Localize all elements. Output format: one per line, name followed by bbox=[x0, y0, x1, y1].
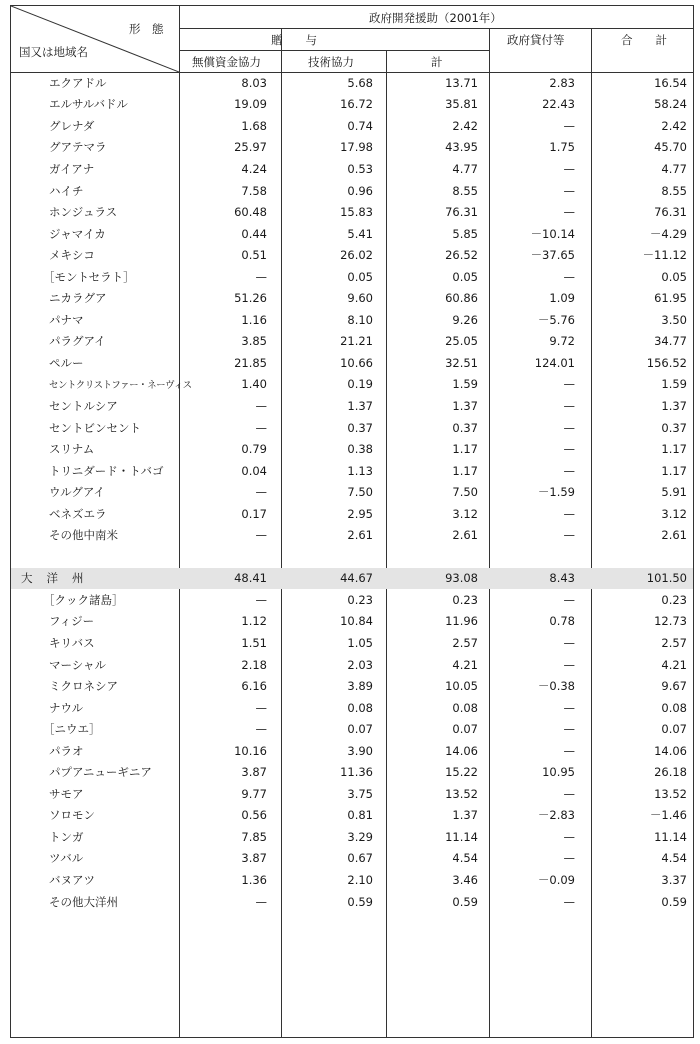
grant-aid-value: 2.18 bbox=[241, 657, 267, 672]
total-value: 76.31 bbox=[654, 205, 687, 220]
loan-value: — bbox=[563, 398, 575, 413]
subtotal-value: 25.05 bbox=[445, 334, 478, 349]
country-name: セントビンセント bbox=[49, 420, 141, 435]
country-name: その他中南米 bbox=[49, 528, 118, 543]
total-value: 3.37 bbox=[661, 873, 687, 887]
subtotal-value: 1.37 bbox=[452, 398, 478, 413]
grant-aid-value: 60.48 bbox=[234, 205, 267, 220]
country-name: パナマ bbox=[49, 312, 84, 327]
country-name: パラオ bbox=[49, 743, 84, 758]
total-value: 12.73 bbox=[654, 614, 687, 629]
loan-value: 124.01 bbox=[534, 355, 575, 370]
tech-coop-value: 5.41 bbox=[347, 226, 373, 241]
total-value: 2.61 bbox=[661, 528, 687, 543]
country-name: ［モントセラト］ bbox=[43, 269, 135, 284]
grant-aid-value: 0.04 bbox=[241, 463, 267, 478]
tech-coop-value: 8.10 bbox=[347, 312, 373, 327]
loan-value: — bbox=[563, 118, 575, 133]
total-value: 101.50 bbox=[646, 571, 687, 586]
subtotal-value: 2.61 bbox=[452, 528, 478, 543]
total-value: 1.37 bbox=[661, 398, 687, 413]
total-value: －4.29 bbox=[649, 226, 687, 241]
table-row bbox=[11, 524, 693, 546]
table-row bbox=[11, 287, 693, 309]
table-row bbox=[11, 762, 693, 784]
loan-value: 10.95 bbox=[542, 765, 575, 780]
grant-aid-value: — bbox=[255, 420, 267, 435]
subtotal-value: 10.05 bbox=[445, 679, 478, 694]
loan-value: — bbox=[563, 420, 575, 435]
table-row bbox=[11, 417, 693, 439]
loan-value: — bbox=[563, 592, 575, 607]
tech-coop-value: 10.84 bbox=[340, 614, 373, 629]
subtotal-value: 0.07 bbox=[452, 722, 478, 737]
loan-value: — bbox=[563, 743, 575, 758]
loan-value: －1.59 bbox=[537, 485, 575, 500]
grant-aid-value: 51.26 bbox=[234, 291, 267, 306]
subtotal-header: 計 bbox=[431, 55, 443, 69]
table-row bbox=[11, 223, 693, 245]
tech-coop-value: 3.90 bbox=[347, 743, 373, 758]
subtotal-value: 4.77 bbox=[452, 161, 478, 176]
loan-value: — bbox=[563, 894, 575, 909]
region-row bbox=[11, 568, 693, 590]
tech-coop-value: 1.37 bbox=[347, 398, 373, 413]
tech-coop-value: 7.50 bbox=[347, 485, 373, 500]
loan-value: — bbox=[563, 851, 575, 866]
loan-value: －0.38 bbox=[537, 679, 575, 694]
oda-table bbox=[10, 5, 694, 1038]
total-value: 34.77 bbox=[654, 334, 687, 349]
grant-aid-value: — bbox=[255, 592, 267, 607]
subtotal-value: 0.23 bbox=[452, 592, 478, 607]
grant-aid-value: 3.87 bbox=[241, 765, 267, 780]
total-value: 0.23 bbox=[661, 592, 687, 607]
country-name: セントルシア bbox=[49, 398, 118, 413]
loan-value: －0.09 bbox=[537, 873, 575, 887]
grant-aid-value: — bbox=[255, 269, 267, 284]
country-name: スリナム bbox=[49, 442, 95, 457]
subtotal-value: 7.50 bbox=[452, 485, 478, 500]
table-row bbox=[11, 72, 693, 94]
grant-aid-value: 3.85 bbox=[241, 334, 267, 349]
tech-coop-value: 2.10 bbox=[347, 873, 373, 887]
tech-coop-value: 17.98 bbox=[340, 140, 373, 155]
country-name: パラグアイ bbox=[49, 334, 106, 349]
country-name: ホンジュラス bbox=[49, 205, 118, 220]
total-value: 0.07 bbox=[661, 722, 687, 737]
subtotal-value: 1.37 bbox=[452, 808, 478, 823]
grant-aid-value: 9.77 bbox=[241, 786, 267, 801]
subtotal-value: 60.86 bbox=[445, 291, 478, 306]
tech-coop-value: 0.19 bbox=[347, 377, 373, 392]
table-row bbox=[11, 94, 693, 116]
total-value: 4.21 bbox=[661, 657, 687, 672]
table-row bbox=[11, 848, 693, 870]
subtotal-value: 0.37 bbox=[452, 420, 478, 435]
grant-aid-value: 1.51 bbox=[241, 635, 267, 650]
subtotal-value: 4.21 bbox=[452, 657, 478, 672]
oda-title: 政府開発援助（2001年） bbox=[369, 11, 502, 25]
total-value: 13.52 bbox=[654, 786, 687, 801]
subtotal-value: 0.08 bbox=[452, 700, 478, 715]
grant-aid-value: — bbox=[255, 398, 267, 413]
total-value: 0.37 bbox=[661, 420, 687, 435]
country-name: サモア bbox=[49, 786, 84, 801]
table-row bbox=[11, 740, 693, 762]
table-row bbox=[11, 654, 693, 676]
subtotal-value: 2.42 bbox=[452, 118, 478, 133]
country-name: キリバス bbox=[49, 635, 95, 650]
total-value: 0.59 bbox=[661, 894, 687, 909]
country-name: ハイチ bbox=[49, 183, 84, 198]
tech-coop-value: 0.74 bbox=[347, 118, 373, 133]
table-row bbox=[11, 611, 693, 633]
country-name: メキシコ bbox=[49, 248, 95, 263]
country-name: グレナダ bbox=[49, 118, 95, 133]
grant-aid-value: 0.51 bbox=[241, 248, 267, 263]
country-name: ナウル bbox=[49, 700, 84, 715]
table-row bbox=[11, 481, 693, 503]
total-value: 4.54 bbox=[661, 851, 687, 866]
table-row bbox=[11, 503, 693, 525]
loan-value: — bbox=[563, 161, 575, 176]
tech-coop-value: 0.67 bbox=[347, 851, 373, 866]
tech-coop-value: 16.72 bbox=[340, 97, 373, 112]
grant-aid-value: 7.85 bbox=[241, 829, 267, 844]
corner-bottom-label: 国又は地域名 bbox=[19, 45, 88, 59]
tech-coop-value: 0.08 bbox=[347, 700, 373, 715]
country-name: バヌアツ bbox=[49, 873, 95, 887]
grant-aid-value: — bbox=[255, 700, 267, 715]
table-row bbox=[11, 697, 693, 719]
country-name: ［クック諸島］ bbox=[43, 592, 124, 607]
loan-value: －5.76 bbox=[537, 312, 575, 327]
tech-coop-value: 9.60 bbox=[347, 291, 373, 306]
total-value: 3.12 bbox=[661, 506, 687, 521]
table-row bbox=[11, 891, 693, 913]
tech-coop-value: 0.96 bbox=[347, 183, 373, 198]
subtotal-value: 1.59 bbox=[452, 377, 478, 392]
table-row bbox=[11, 180, 693, 202]
tech-coop-header: 技術協力 bbox=[308, 55, 354, 69]
subtotal-value: 13.71 bbox=[445, 75, 478, 90]
loan-value: — bbox=[563, 183, 575, 198]
country-name: ジャマイカ bbox=[49, 226, 106, 241]
loan-value: 9.72 bbox=[549, 334, 575, 349]
total-value: 14.06 bbox=[654, 743, 687, 758]
tech-coop-value: 0.59 bbox=[347, 894, 373, 909]
grant-aid-header: 無償資金協力 bbox=[192, 55, 261, 69]
tech-coop-value: 11.36 bbox=[340, 765, 373, 780]
subtotal-value: 14.06 bbox=[445, 743, 478, 758]
tech-coop-value: 2.03 bbox=[347, 657, 373, 672]
table-row bbox=[11, 632, 693, 654]
country-name: パプアニューギニア bbox=[49, 765, 152, 780]
grant-aid-value: 8.03 bbox=[241, 75, 267, 90]
table-row bbox=[11, 201, 693, 223]
table-row bbox=[11, 395, 693, 417]
subtotal-value: 0.05 bbox=[452, 269, 478, 284]
loan-value: — bbox=[563, 506, 575, 521]
subtotal-value: 93.08 bbox=[445, 571, 478, 586]
grant-aid-value: 1.68 bbox=[241, 118, 267, 133]
table-row bbox=[11, 869, 693, 891]
tech-coop-value: 1.13 bbox=[347, 463, 373, 478]
loan-value: 1.75 bbox=[549, 140, 575, 155]
loan-value: －10.14 bbox=[530, 226, 575, 241]
country-name: ニカラグア bbox=[49, 291, 107, 306]
subtotal-value: 15.22 bbox=[445, 765, 478, 780]
country-name: トリニダード・トバゴ bbox=[49, 463, 164, 478]
tech-coop-value: 3.75 bbox=[347, 786, 373, 801]
total-value: 45.70 bbox=[654, 140, 687, 155]
tech-coop-value: 3.89 bbox=[347, 679, 373, 694]
total-value: 2.42 bbox=[661, 118, 687, 133]
total-value: 26.18 bbox=[654, 765, 687, 780]
total-value: 61.95 bbox=[654, 291, 687, 306]
country-name: 大洋州 bbox=[21, 571, 98, 586]
country-name: その他大洋州 bbox=[49, 894, 118, 909]
subtotal-value: 5.85 bbox=[452, 226, 478, 241]
subtotal-value: 13.52 bbox=[445, 786, 478, 801]
table-row bbox=[11, 244, 693, 266]
country-name: ツバル bbox=[49, 851, 84, 866]
total-value: 0.08 bbox=[661, 700, 687, 715]
subtotal-value: 1.17 bbox=[452, 442, 478, 457]
table-row bbox=[11, 783, 693, 805]
tech-coop-value: 0.07 bbox=[347, 722, 373, 737]
loan-value: — bbox=[563, 635, 575, 650]
total-value: 11.14 bbox=[654, 829, 687, 844]
loan-value: — bbox=[563, 829, 575, 844]
table-row bbox=[11, 309, 693, 331]
table-row bbox=[11, 718, 693, 740]
tech-coop-value: 5.68 bbox=[347, 75, 373, 90]
grant-aid-value: 0.44 bbox=[241, 226, 267, 241]
subtotal-value: 0.59 bbox=[452, 894, 478, 909]
loan-value: －2.83 bbox=[537, 808, 575, 823]
total-value: －1.46 bbox=[649, 808, 687, 823]
total-value: －11.12 bbox=[642, 248, 687, 263]
table-row bbox=[11, 374, 693, 396]
country-name: ミクロネシア bbox=[49, 679, 118, 694]
loan-value: — bbox=[563, 657, 575, 672]
loan-value: — bbox=[563, 205, 575, 220]
subtotal-value: 11.96 bbox=[445, 614, 478, 629]
grant-aid-value: 1.12 bbox=[241, 614, 267, 629]
loan-value: — bbox=[563, 463, 575, 478]
loan-value: －37.65 bbox=[530, 248, 575, 263]
tech-coop-value: 10.66 bbox=[340, 355, 373, 370]
loan-value: — bbox=[563, 442, 575, 457]
grant-aid-value: 4.24 bbox=[241, 161, 267, 176]
grant-label: 贈 与 bbox=[271, 33, 317, 47]
loans-header: 政府貸付等 bbox=[507, 33, 565, 47]
country-name: エルサルバドル bbox=[49, 97, 128, 112]
table-row bbox=[11, 331, 693, 353]
subtotal-value: 35.81 bbox=[445, 97, 478, 112]
grant-aid-value: 0.17 bbox=[241, 506, 267, 521]
loan-value: 2.83 bbox=[549, 75, 575, 90]
table-row bbox=[11, 352, 693, 374]
table-row bbox=[11, 460, 693, 482]
country-name: ペルー bbox=[49, 355, 84, 370]
corner-diagonal bbox=[11, 6, 179, 72]
grant-aid-value: — bbox=[255, 528, 267, 543]
grant-aid-value: — bbox=[255, 894, 267, 909]
total-value: 2.57 bbox=[661, 635, 687, 650]
loan-value: — bbox=[563, 269, 575, 284]
total-value: 9.67 bbox=[661, 679, 687, 694]
total-value: 156.52 bbox=[646, 355, 687, 370]
table-row bbox=[11, 675, 693, 697]
total-header: 合 計 bbox=[621, 33, 667, 47]
total-value: 1.59 bbox=[661, 377, 687, 392]
tech-coop-value: 0.05 bbox=[347, 269, 373, 284]
hline-grant bbox=[179, 50, 489, 51]
grant-aid-value: 10.16 bbox=[234, 743, 267, 758]
table-row bbox=[11, 137, 693, 159]
country-name: ガイアナ bbox=[49, 161, 95, 176]
tech-coop-value: 3.29 bbox=[347, 829, 373, 844]
table-row bbox=[11, 826, 693, 848]
country-name: グアテマラ bbox=[49, 140, 107, 155]
country-name: セントクリストファー・ネーヴィス bbox=[49, 380, 192, 392]
country-name: トンガ bbox=[49, 829, 84, 844]
country-name: マーシャル bbox=[49, 657, 107, 672]
total-value: 4.77 bbox=[661, 161, 687, 176]
total-value: 1.17 bbox=[661, 442, 687, 457]
grant-aid-value: — bbox=[255, 485, 267, 500]
table-row bbox=[11, 805, 693, 827]
grant-aid-value: 19.09 bbox=[234, 97, 267, 112]
subtotal-value: 1.17 bbox=[452, 463, 478, 478]
table-row bbox=[11, 266, 693, 288]
spacer-row bbox=[11, 546, 693, 568]
loan-value: — bbox=[563, 700, 575, 715]
country-name: ウルグアイ bbox=[49, 485, 105, 500]
tech-coop-value: 44.67 bbox=[340, 571, 373, 586]
total-value: 58.24 bbox=[654, 97, 687, 112]
subtotal-value: 2.57 bbox=[452, 635, 478, 650]
tech-coop-value: 2.61 bbox=[347, 528, 373, 543]
subtotal-value: 43.95 bbox=[445, 140, 478, 155]
col-divider-tech bbox=[386, 50, 387, 72]
table-row bbox=[11, 115, 693, 137]
loan-value: 8.43 bbox=[549, 571, 575, 586]
grant-aid-value: 48.41 bbox=[234, 571, 267, 586]
subtotal-value: 32.51 bbox=[445, 355, 478, 370]
grant-aid-value: 25.97 bbox=[234, 140, 267, 155]
table-row bbox=[11, 158, 693, 180]
grant-aid-value: 1.36 bbox=[241, 873, 267, 887]
country-name: ベネズエラ bbox=[49, 506, 107, 521]
grant-aid-value: 21.85 bbox=[234, 355, 267, 370]
grant-aid-value: 1.16 bbox=[241, 312, 267, 327]
loan-value: — bbox=[563, 528, 575, 543]
tech-coop-value: 1.05 bbox=[347, 635, 373, 650]
tech-coop-value: 21.21 bbox=[340, 334, 373, 349]
grant-aid-value: 1.40 bbox=[241, 377, 267, 392]
total-value: 8.55 bbox=[661, 183, 687, 198]
grant-aid-value: 0.79 bbox=[241, 442, 267, 457]
corner-top-label: 形 態 bbox=[129, 22, 164, 36]
total-value: 3.50 bbox=[661, 312, 687, 327]
tech-coop-value: 26.02 bbox=[340, 248, 373, 263]
loan-value: — bbox=[563, 786, 575, 801]
table-row bbox=[11, 589, 693, 611]
table-body bbox=[11, 72, 693, 912]
tech-coop-value: 15.83 bbox=[340, 205, 373, 220]
loan-value: 22.43 bbox=[542, 97, 575, 112]
tech-coop-value: 0.38 bbox=[347, 442, 373, 457]
subtotal-value: 11.14 bbox=[445, 829, 478, 844]
total-value: 0.05 bbox=[661, 269, 687, 284]
grant-aid-value: 6.16 bbox=[241, 679, 267, 694]
subtotal-value: 3.46 bbox=[452, 873, 478, 887]
country-name: フィジー bbox=[49, 614, 95, 629]
subtotal-value: 4.54 bbox=[452, 851, 478, 866]
loan-value: — bbox=[563, 377, 575, 392]
total-value: 1.17 bbox=[661, 463, 687, 478]
tech-coop-value: 0.23 bbox=[347, 592, 373, 607]
country-name: エクアドル bbox=[49, 75, 107, 90]
grant-aid-value: 0.56 bbox=[241, 808, 267, 823]
country-name: ソロモン bbox=[49, 808, 95, 823]
grant-aid-value: — bbox=[255, 722, 267, 737]
tech-coop-value: 0.37 bbox=[347, 420, 373, 435]
total-value: 16.54 bbox=[654, 75, 687, 90]
subtotal-value: 3.12 bbox=[452, 506, 478, 521]
tech-coop-value: 2.95 bbox=[347, 506, 373, 521]
subtotal-value: 76.31 bbox=[445, 205, 478, 220]
subtotal-value: 8.55 bbox=[452, 183, 478, 198]
loan-value: — bbox=[563, 722, 575, 737]
loan-value: 1.09 bbox=[549, 291, 575, 306]
country-name: ［ニウエ］ bbox=[43, 722, 101, 737]
grant-aid-value: 7.58 bbox=[241, 183, 267, 198]
table-row bbox=[11, 438, 693, 460]
grant-aid-value: 3.87 bbox=[241, 851, 267, 866]
hline-oda bbox=[179, 28, 693, 29]
tech-coop-value: 0.81 bbox=[347, 808, 373, 823]
subtotal-value: 9.26 bbox=[452, 312, 478, 327]
loan-value: 0.78 bbox=[549, 614, 575, 629]
total-value: 5.91 bbox=[661, 485, 687, 500]
tech-coop-value: 0.53 bbox=[347, 161, 373, 176]
subtotal-value: 26.52 bbox=[445, 248, 478, 263]
